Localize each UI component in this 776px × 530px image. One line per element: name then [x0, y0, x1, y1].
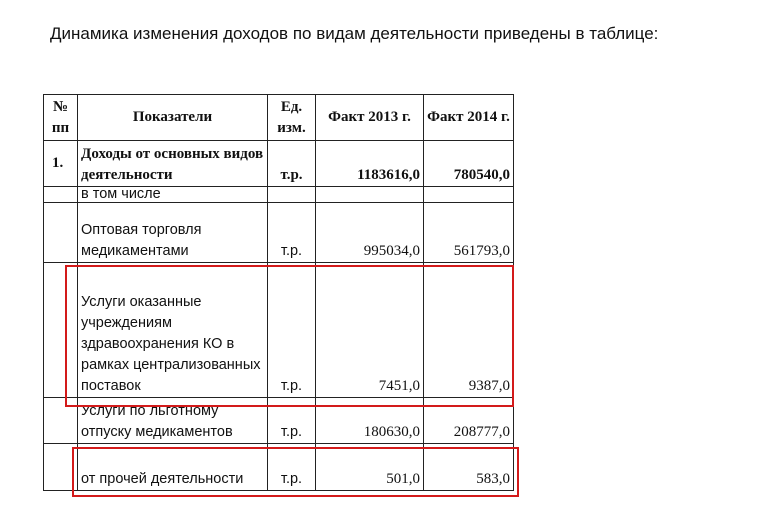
row-fact-2014: 561793,0 — [424, 203, 514, 263]
row-number — [44, 203, 78, 263]
row-name: Услуги по льготному отпуску медикаментов — [78, 398, 268, 444]
row-fact-2013: 995034,0 — [316, 203, 424, 263]
table-header-row — [44, 95, 514, 141]
row-name: Услуги оказанные учреждениям здравоохранения КО в рамках централизованных поставок — [78, 263, 268, 398]
row-fact-2014: 583,0 — [424, 444, 514, 491]
row-number — [44, 187, 78, 203]
table-row — [44, 187, 514, 203]
header-indicator: Показатели — [78, 95, 268, 141]
row-unit: т.р. — [268, 398, 316, 444]
highlight-box-centralized-supplies — [65, 265, 514, 407]
row-unit: т.р. — [268, 141, 316, 187]
row-fact-2013 — [316, 187, 424, 203]
row-unit: т.р. — [268, 203, 316, 263]
row-unit — [268, 187, 316, 203]
header-fact-2014: Факт 2014 г. — [424, 95, 514, 141]
table-row — [44, 203, 514, 263]
row-unit: т.р. — [268, 444, 316, 491]
header-unit: Ед. изм. — [268, 95, 316, 141]
row-name: от прочей деятельности — [78, 444, 268, 491]
row-fact-2014 — [424, 187, 514, 203]
row-fact-2014: 208777,0 — [424, 398, 514, 444]
row-name: Доходы от основных видов деятельности — [78, 141, 268, 187]
row-unit: т.р. — [268, 263, 316, 398]
highlight-box-other-activities — [72, 447, 519, 497]
row-fact-2013: 1183616,0 — [316, 141, 424, 187]
row-name: в том числе — [78, 187, 268, 203]
table-caption: Динамика изменения доходов по видам деятельности приведены в таблице: — [50, 24, 659, 43]
row-fact-2014: 780540,0 — [424, 141, 514, 187]
row-fact-2013: 501,0 — [316, 444, 424, 491]
row-fact-2013: 180630,0 — [316, 398, 424, 444]
row-name: Оптовая торговля медикаментами — [78, 203, 268, 263]
table-row — [44, 141, 514, 187]
row-fact-2014: 9387,0 — [424, 263, 514, 398]
header-fact-2013: Факт 2013 г. — [316, 95, 424, 141]
row-number: 1. — [44, 141, 78, 187]
header-no: № пп — [44, 95, 78, 141]
row-fact-2013: 7451,0 — [316, 263, 424, 398]
